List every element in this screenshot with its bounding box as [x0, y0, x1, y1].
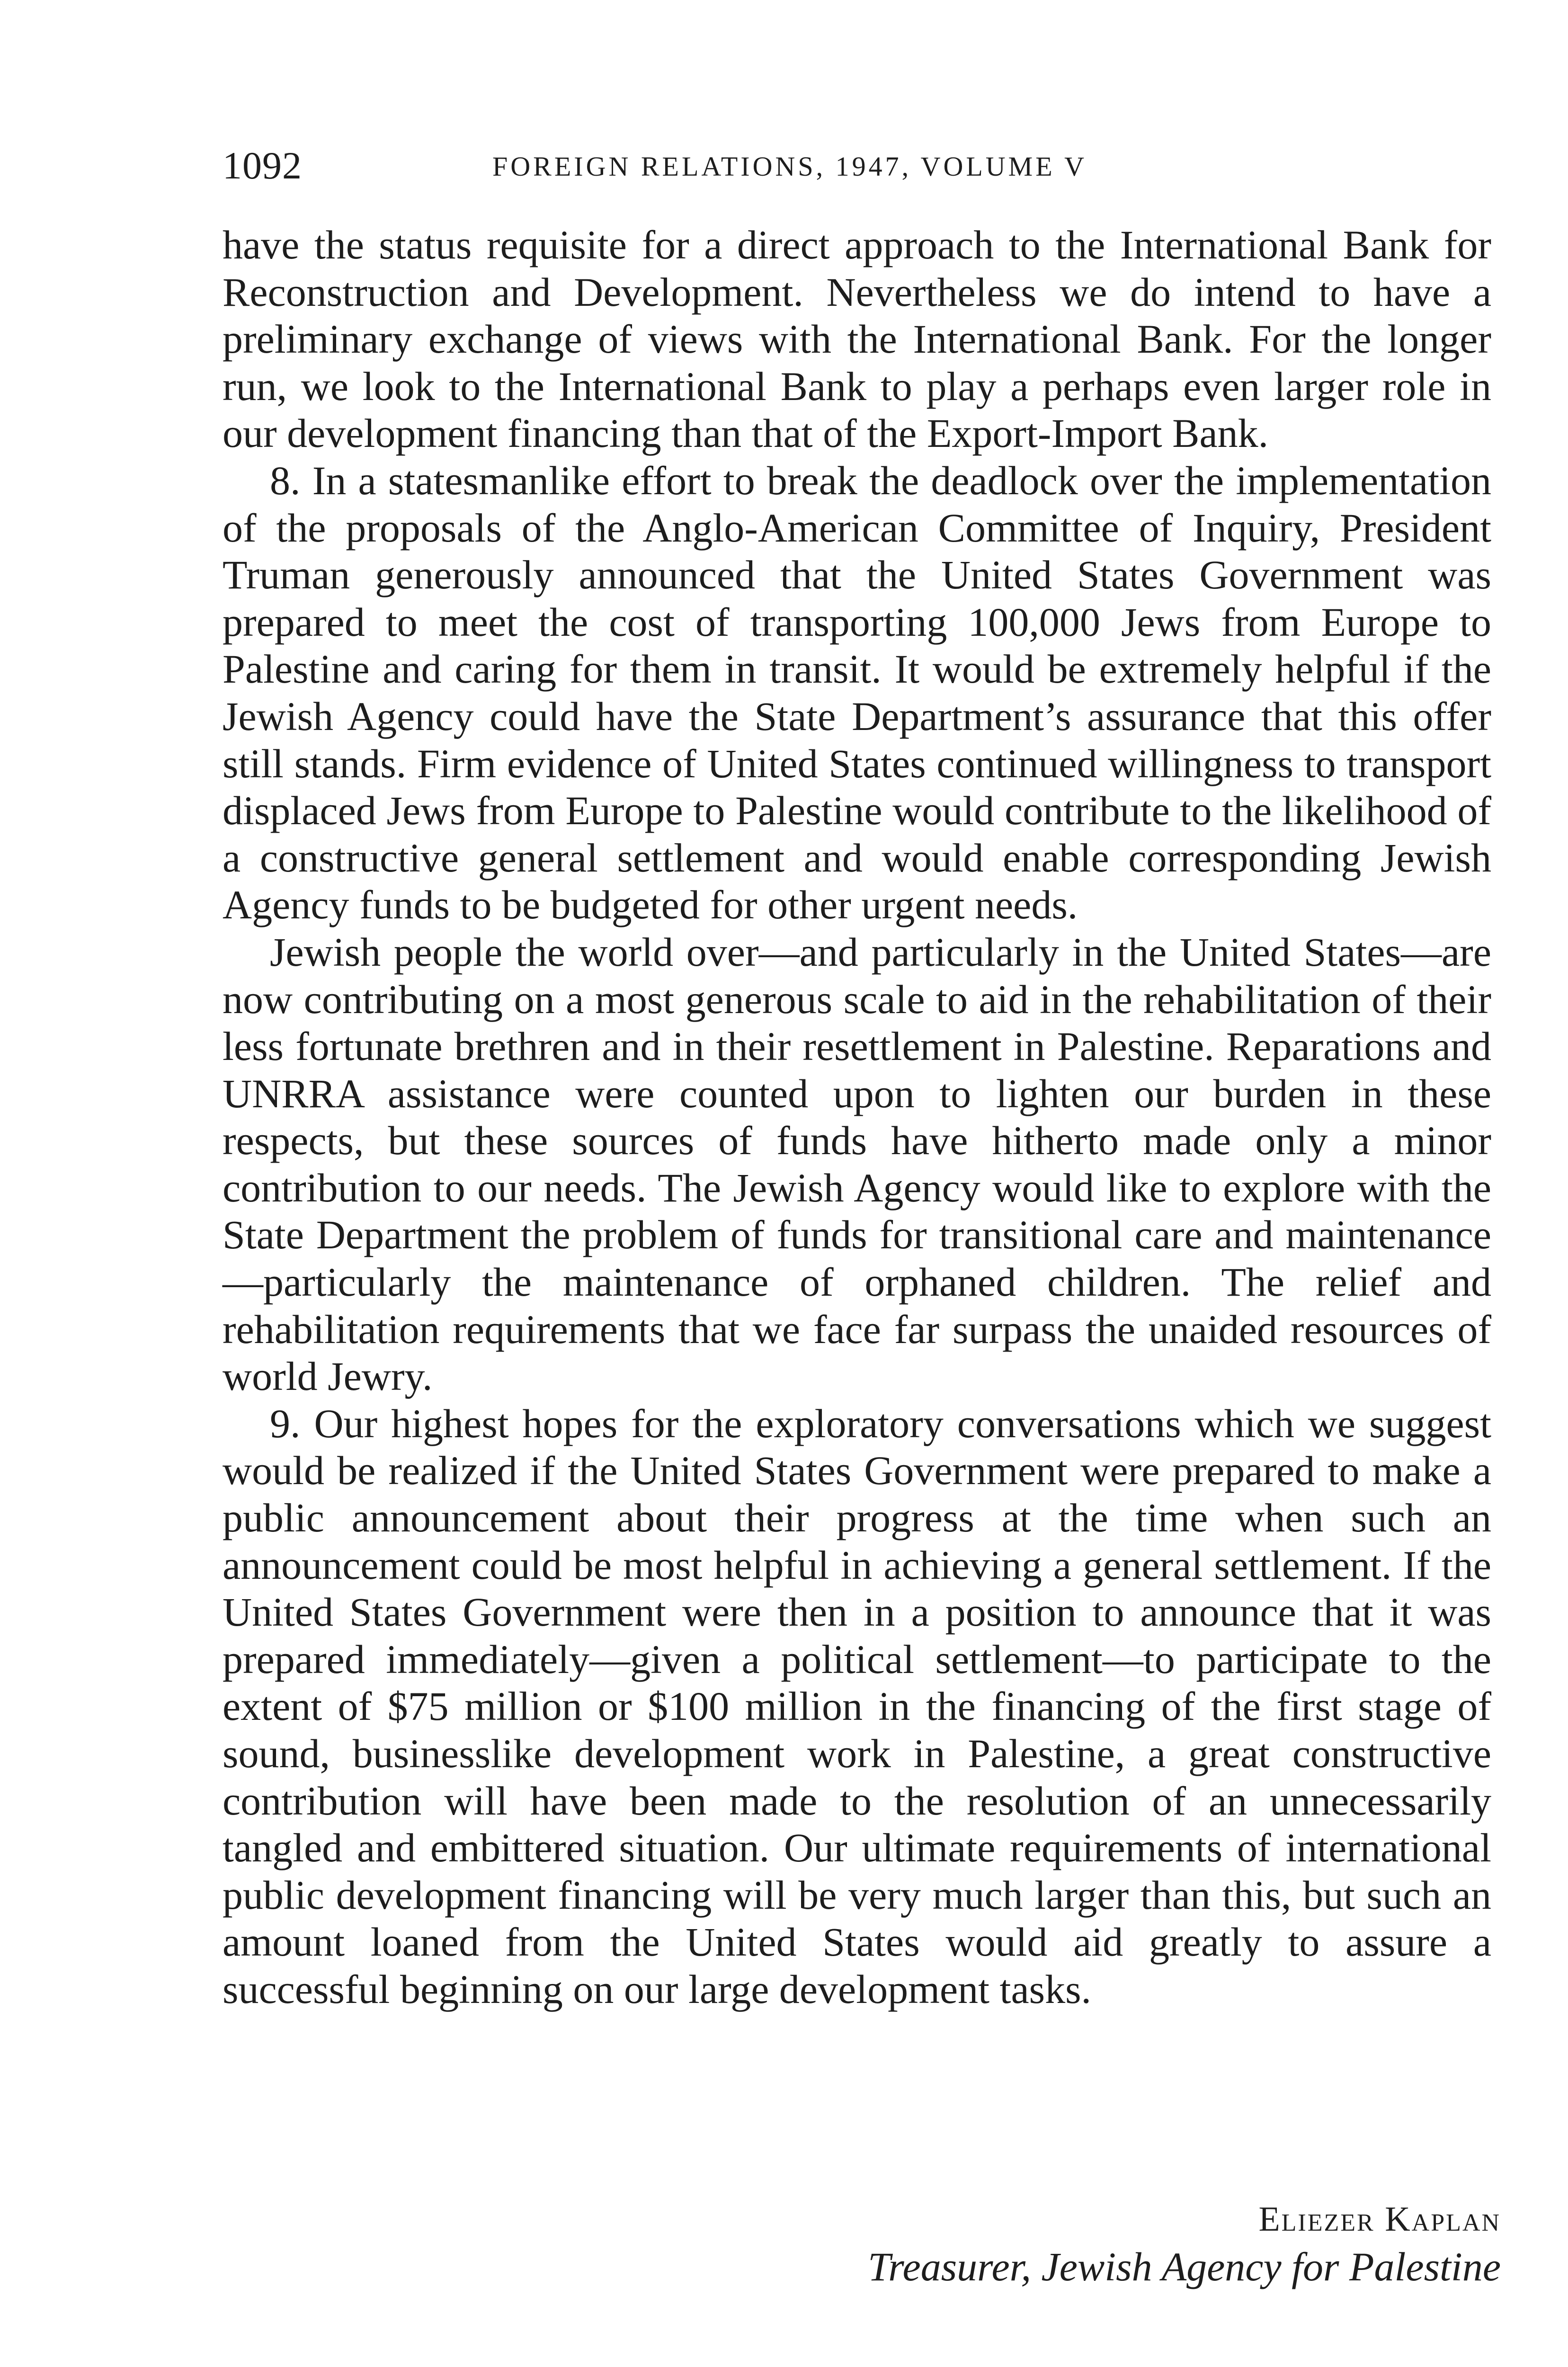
paragraph-jewish-people: Jewish people the world over—and particularly in the United States—are now contributing on a most generous scale to aid in the rehabilitation of their less fortunate brethren and in their resettlement in Palestine. Reparations and UNRRA assistance were counted upon to lighten our burden in these respects, but these sources of funds have hitherto made only a minor contribution to our needs. The Jewish Agency would like to explore with the State Department the problem of funds for transitional care and maintenance—particularly the maintenance of orphaned children. The relief and rehabilitation requirements that we face far surpass the unaided resources of world Jewry. [223, 929, 1491, 1399]
page-header [223, 142, 1487, 204]
paragraph-continued: have the status requisite for a direct approach to the International Bank for Reconstruction and Development. Nevertheless we do intend to have a preliminary exchange of views with the International Bank. For the longer run, we look to the International Bank to play a perhaps even larger role in our development financing than that of the Export-Import Bank. [223, 222, 1491, 456]
body-text [223, 222, 1491, 2013]
paragraph-section-8: 8. In a statesmanlike effort to break the deadlock over the implementation of the proposals of the Anglo-American Committee of Inquiry, President Truman generously announced that the United States Government was prepared to meet the cost of transporting 100,000 Jews from Europe to Palestine and caring for them in transit. It would be extremely helpful if the Jewish Agency could have the State Department’s assurance that this offer still stands. Firm evidence of United States continued willingness to transport displaced Jews from Europe to Palestine would contribute to the likelihood of a constructive general settlement and would enable corresponding Jewish Agency funds to be budgeted for other urgent needs. [223, 457, 1491, 928]
signatory-name: Eliezer Kaplan [1258, 2200, 1501, 2239]
signature-block [223, 2197, 1501, 2291]
running-title: FOREIGN RELATIONS, 1947, VOLUME V [492, 151, 1087, 182]
signatory-title: Treasurer, Jewish Agency for Palestine [868, 2244, 1501, 2289]
page-number: 1092 [223, 144, 302, 187]
paragraph-section-9: 9. Our highest hopes for the exploratory conversations which we suggest would be realized if the United States Government were prepared to make a public announcement about their progress at the time when such an announcement could be most helpful in achieving a general settlement. If the United States Government were then in a position to announce that it was prepared immediately—given a political settlement—to participate to the extent of $75 million or $100 million in the financing of the first stage of sound, businesslike development work in Palestine, a great constructive contribution will have been made to the resolution of an unnecessarily tangled and embittered situation. Our ultimate requirements of international public development financing will be very much larger than this, but such an amount loaned from the United States would aid greatly to assure a successful beginning on our large development tasks. [223, 1400, 1491, 2012]
